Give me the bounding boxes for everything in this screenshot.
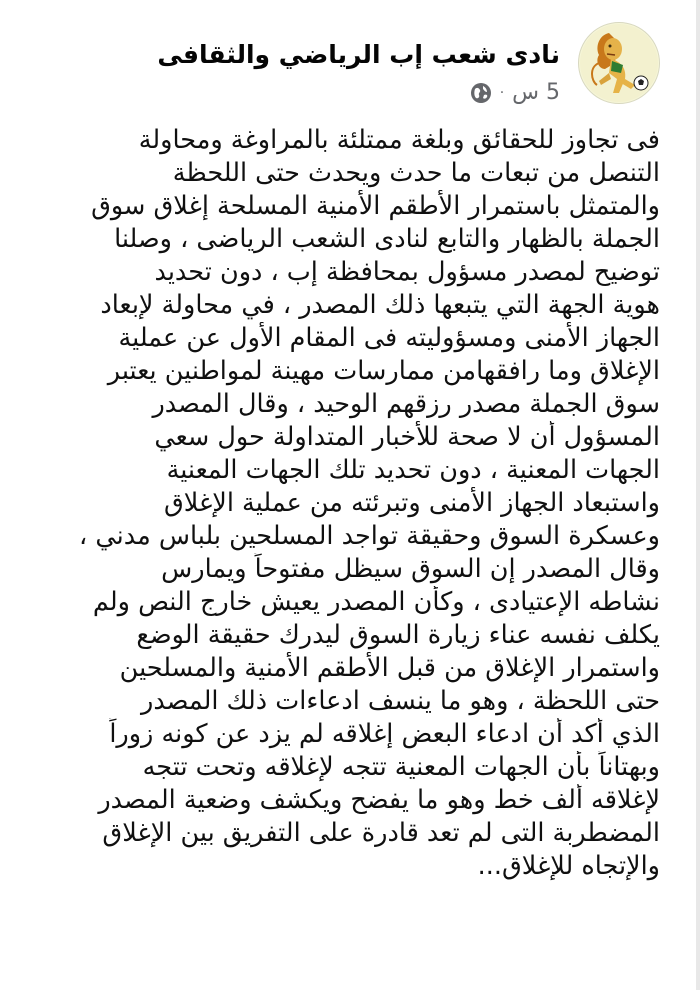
meta-separator: · (499, 84, 505, 101)
post-body-line: وقال المصدر إن السوق سيظل مفتوحاً ويمارس (161, 554, 660, 584)
post-body-line: واستبعاد الجهاز الأمنى وتبرئته من عملية الإغلاق (163, 488, 660, 518)
post-body-line: نشاطه الإعتيادى ، وكأن المصدر يعيش خارج النص ولم (92, 587, 660, 617)
post-body-line: توضيح لمصدر مسؤول بمحافظة إب ، دون تحديد (154, 257, 660, 287)
post-body-text (38, 124, 660, 883)
post-body-line: الذي أكد أن ادعاء البعض إغلاقه لم يزد عن كونه زوراً (109, 719, 660, 749)
post-body-line: يكلف نفسه عناء زيارة السوق ليدرك حقيقة الوضع (136, 620, 660, 650)
post-body-line: حتى اللحظة ، وهو ما ينسف ادعاءات ذلك المصدر (141, 686, 660, 716)
post-body-line: الجهاز الأمنى ومسؤوليته فى المقام الأول عن عملية (118, 323, 660, 353)
page-avatar[interactable] (578, 22, 660, 104)
post-body-line: لإغلاقه ألف خط وهو ما يفضح ويكشف وضعية المصدر (98, 785, 660, 815)
screen-edge (696, 0, 700, 990)
post-body-line: الجهات المعنية ، دون تحديد تلك الجهات المعنية (166, 455, 660, 485)
post-body-line: فى تجاوز للحقائق وبلغة ممتلئة بالمراوغة ومحاولة (138, 125, 660, 155)
post-body-line: وبهتاناً بأن الجهات المعنية تتجه لإغلاقه وتحت تتجه (142, 752, 660, 782)
post-body-line: المضطربة التى لم تعد قادرة على التفريق بين الإغلاق (102, 818, 660, 848)
post-body-line: الإغلاق وما رافقهامن ممارسات مهينة لمواطنين يعتبر (107, 356, 660, 386)
globe-icon[interactable] (470, 82, 492, 104)
post-body-line: والإتجاه للإغلاق... (477, 851, 660, 881)
lion-football-logo-icon (579, 23, 659, 103)
post-header (40, 22, 660, 112)
post-meta (470, 80, 560, 105)
post-body-line: التنصل من تبعات ما حدث ويحدث حتى اللحظة (172, 158, 660, 188)
post-body-line: والمتمثل باستمرار الأطقم الأمنية المسلحة إغلاق سوق (91, 191, 660, 221)
bottom-fade (0, 978, 700, 990)
page-name-link[interactable]: نادى شعب إب الرياضي والثقافى (157, 40, 560, 69)
post-body-line: هوية الجهة التي يتبعها ذلك المصدر ، في محاولة لإبعاد (100, 290, 660, 320)
post-body-line: الجملة بالظهار والتابع لنادى الشعب الرياضى ، وصلنا (114, 224, 660, 254)
post-body-line: وعسكرة السوق وحقيقة تواجد المسلحين بلباس مدني ، (79, 521, 660, 551)
post-body-line: واستمرار الإغلاق من قبل الأطقم الأمنية والمسلحين (119, 653, 660, 683)
post-body-line: المسؤول أن لا صحة للأخبار المتداولة حول سعي (154, 422, 660, 452)
post-body-line: سوق الجملة مصدر رزقهم الوحيد ، وقال المصدر (152, 389, 660, 419)
post-timestamp[interactable]: 5 س (512, 80, 560, 105)
